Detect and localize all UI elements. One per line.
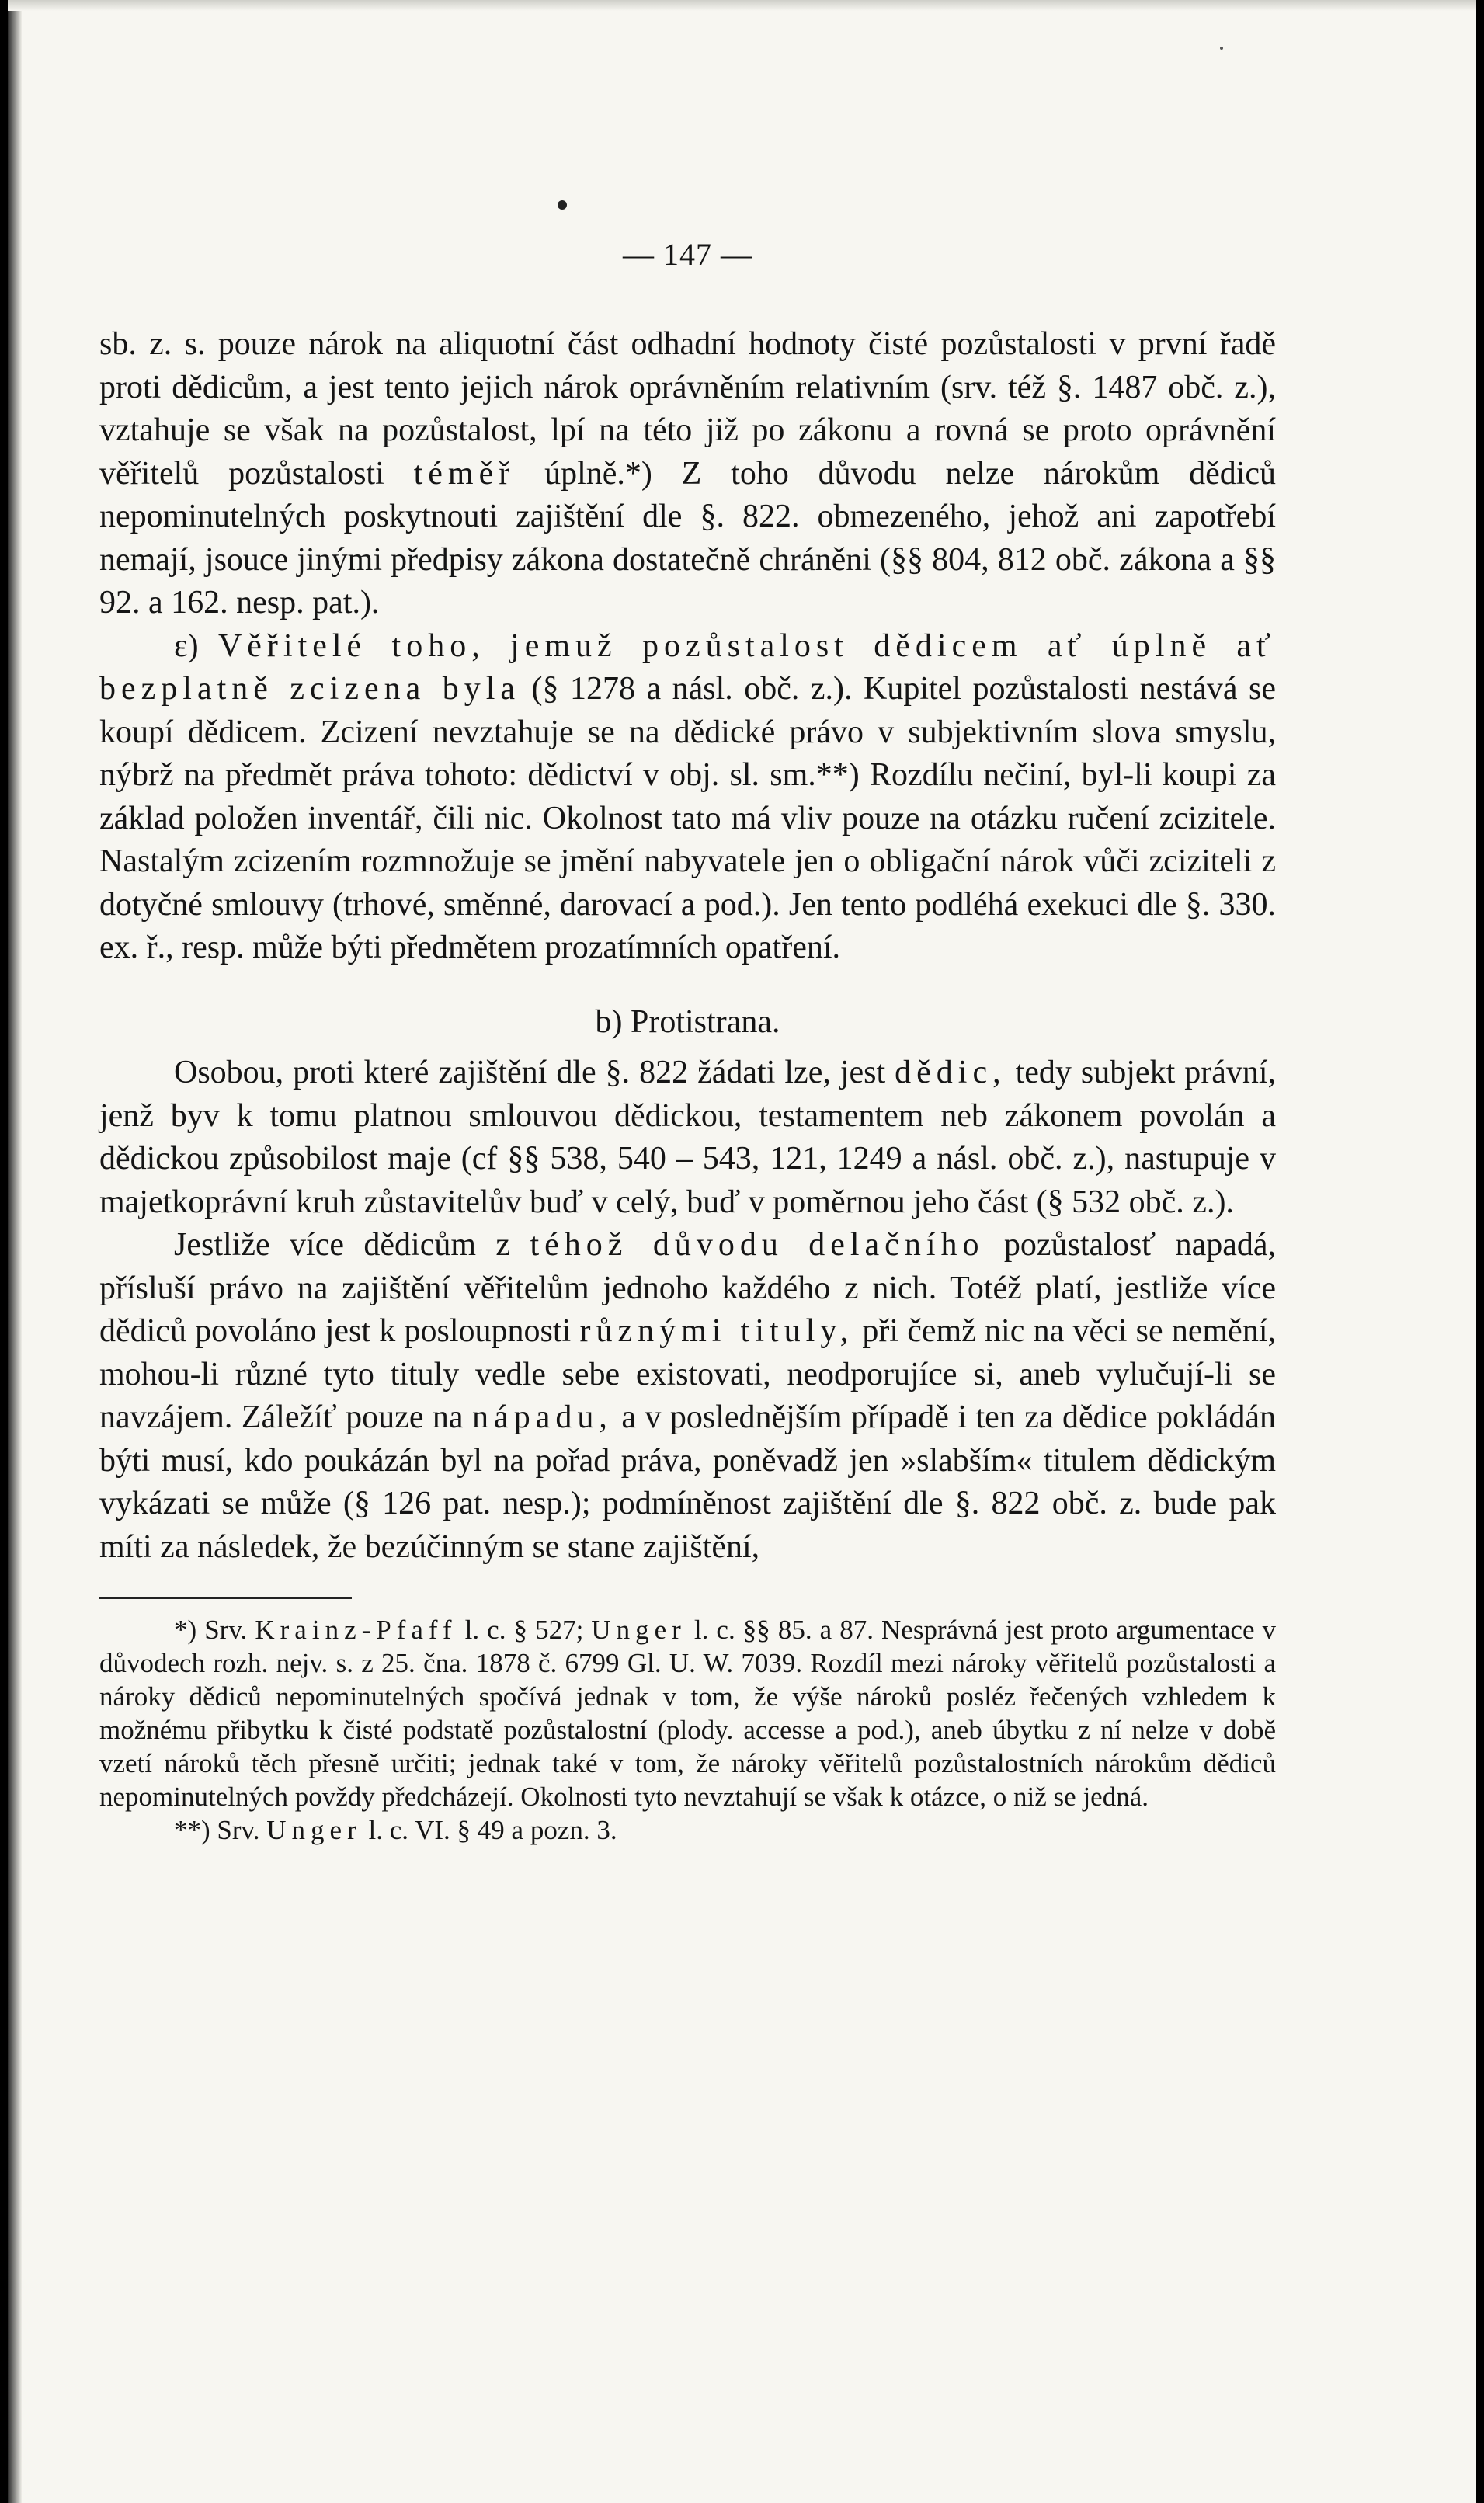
scan-shadow-left [8,0,22,2503]
footnote-text: l. c. VI. § 49 a pozn. 3. [368,1815,617,1845]
body-text [99,323,1276,1569]
footnotes [99,1613,1276,1847]
paragraph-text: sb. z. s. pouze nárok na aliquotní část odhadní hodnoty čisté pozůstalosti v první řadě proti dědicům, a jest tento jejich nárok oprávněním relativním (srv. též §. 1487 obč. z.), vztahuje se však na pozůstalost, lpí na této již po zákonu a rovná se proto oprávnění věřitelů pozůstalosti [99,326,1276,492]
emphasized-text: Věřitelé toho, jemuž pozůstalost dědicem ať úplně ať bezplatně zcizena byla [99,627,1276,707]
paragraph-protistrana [99,1052,1276,1224]
paragraph-text: pozůstalosť napadá, přísluší právo na zajištění věřitelům jednoho každého z nich. Totéž platí, jestliže více dědiců povoláno jest k posloupnosti [99,1227,1276,1349]
paragraph-text: Osobou, proti které zajištění dle §. 822 žádati lze, jest [174,1055,886,1090]
paragraph-epsilon [99,625,1276,970]
emphasized-text: různými tituly, [579,1313,854,1349]
item-label: ε) [174,627,199,664]
page-number: — 147 — [623,237,752,272]
paragraph-text: úplně.*) Z toho důvodu nelze nárokům dědiců nepominutelných poskytnouti zajištění dle §. 822. obmezeného, jehož ani zapotřebí nemají, jsouce jinými předpisy zákona dostatečně chráněni (§§ 804, 812 obč. zákona a §§ 92. a 162. nesp. pat.). [99,455,1277,621]
emphasized-text: nápadu, [472,1399,613,1435]
paragraph-multiple-heirs [99,1224,1276,1569]
footnote-text: l. c. § 527; [464,1615,584,1645]
scanned-page [8,0,1476,2503]
section-heading: b) Protistrana. [595,1003,780,1040]
ink-dot [1220,47,1223,50]
footnote-text: **) Srv. [174,1815,260,1845]
page-content [99,233,1276,1847]
ink-dot [558,200,567,210]
footnote-separator [99,1597,352,1599]
paragraph-text: Jestliže více dědicům z [174,1227,511,1263]
paragraph-text: (§ 1278 a násl. obč. z.). Kupitel pozůstalosti nestává se koupí dědicem. Zcizení nevztahuje se na dědické právo v subjektivním slova smyslu, nýbrž na předmět práva tohoto: dědictví v obj. sl. sm.**) Rozdílu nečiní, byl-li koupi za základ položen inventář, čili nic. Okolnost tato má vliv pouze na otázku ručení zcizitele. Nastalým zcizením rozmnožuje se jmění nabyvatele jen o obligační nárok vůči zciziteli z dotyčné smlouvy (trhové, směnné, darovací a pod.). Jen tento podléhá exekuci dle §. 330. ex. ř., resp. může býti předmětem prozatímních opatření. [99,671,1276,965]
paragraph-text: tedy subjekt právní, jenž byv k tomu platnou smlouvou dědickou, testamentem neb zákonem povolán a dědickou způsobilost maje (cf §§ 538, 540 – 543, 121, 1249 a násl. obč. z.), nastupuje v majetkoprávní kruh zůstavitelův buď v celý, buď v poměrnou jeho část (§ 532 obč. z.). [99,1055,1277,1220]
author-name: Krainz-Pfaff [255,1615,457,1645]
paragraph-continuation [99,323,1276,625]
footnote-text: *) Srv. [174,1615,248,1645]
print-specks [8,0,1476,233]
footnote-2 [99,1813,1276,1847]
emphasized-text: téhož důvodu delačního [530,1227,985,1263]
paragraph-text: při čemž nic na věci se nemění, mohou-li různé tyto tituly vedle sebe existovati, neodporujíce si, aneb vylučují-li se navzájem. Záležíť pouze na [99,1313,1276,1435]
author-name: Unger [591,1615,686,1645]
footnote-1 [99,1613,1276,1813]
author-name: Unger [266,1815,362,1845]
paragraph-text: a v poslednějším případě i ten za dědice pokládán býti musí, kdo poukázán byl na pořad práva, poněvadž jen »slabším« titulem dědickým vykázati se může (§ 126 pat. nesp.); podmíněnost zajištění dle §. 822 obč. z. bude pak míti za následek, že bezúčinným se stane zajištění, [99,1399,1277,1565]
emphasized-text: dědic, [895,1055,1006,1090]
footnote-text: l. c. §§ 85. a 87. Nesprávná jest proto argumentace v důvodech rozh. nejv. s. z 25. čna. 1878 č. 6799 Gl. U. W. 7039. Rozdíl mezi nároky věřitelů pozůstalosti a nároky dědiců nepominutelných spočívá jednak v tom, že výše nároků posléz řečených vzhledem k možnému přibytku k čisté podstatě pozůstalostní (plody. accesse a pod.), aneb úbytku z ní nelze v době vzetí nároků těch přesně určiti; jednak také v tom, že nároky věřitelů pozůstalostních nárokům dědiců nepominutelných povždy předcházejí. Okolnosti tyto nevztahují se však k otázce, o niž se jedná. [99,1615,1277,1812]
emphasized-text: téměř [413,455,516,492]
